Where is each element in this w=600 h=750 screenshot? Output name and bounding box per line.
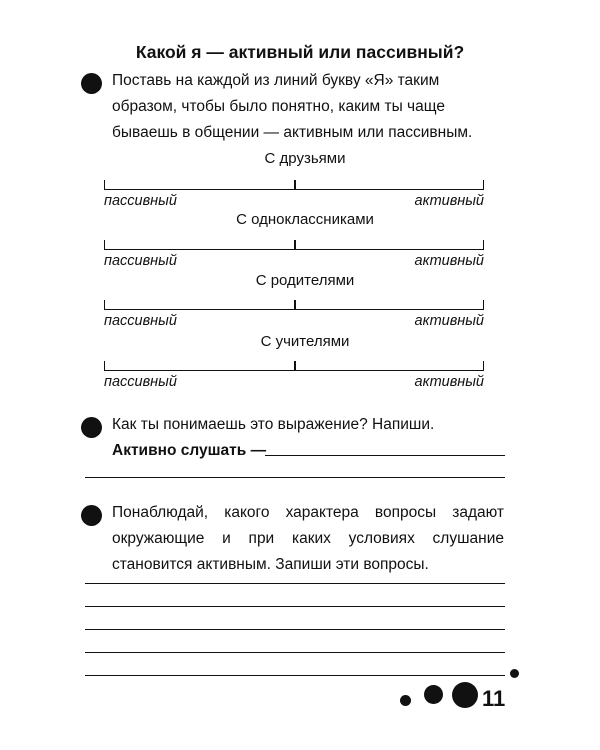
answer-line[interactable]: [85, 606, 505, 607]
answer-line[interactable]: [85, 583, 505, 584]
answer-line[interactable]: [85, 629, 505, 630]
decorative-dot-icon: [452, 682, 478, 708]
scale-label-teachers: С учителями: [260, 333, 350, 350]
scale-midpoint-tick: [294, 300, 296, 310]
scale-line-classmates[interactable]: [104, 240, 484, 250]
decorative-dot-icon: [510, 669, 519, 678]
scale-line-friends[interactable]: [104, 180, 484, 190]
scale-midpoint-tick: [294, 180, 296, 190]
scale-passive-label: пассивный: [104, 193, 177, 209]
task1-instruction: Поставь на каждой из линий букву «Я» таким образом, чтобы было понятно, каким ты чаще бываешь в общении — активным или пассивным.: [112, 72, 473, 141]
scale-line-teachers[interactable]: [104, 361, 484, 371]
scale-passive-label: пассивный: [104, 253, 177, 269]
answer-line[interactable]: [85, 477, 505, 478]
scale-active-label: активный: [414, 374, 484, 390]
answer-line[interactable]: [265, 455, 505, 456]
scale-label-parents: С родителями: [255, 272, 355, 289]
scale-active-label: активный: [414, 193, 484, 209]
task1-bullet-icon: [82, 74, 101, 93]
page-title: Какой я — активный или пассивный?: [135, 42, 465, 62]
scale-passive-label: пассивный: [104, 374, 177, 390]
scale-midpoint-tick: [294, 361, 296, 371]
decorative-dot-icon: [400, 695, 411, 706]
task3-instruction: Понаблюдай, какого характера вопросы задают окружающие и при каких условиях слушание становится активным. Запиши эти вопросы.: [112, 504, 504, 573]
decorative-dot-icon: [424, 685, 443, 704]
scale-active-label: активный: [414, 313, 484, 329]
task2-phrase: Активно слушать —: [112, 442, 267, 459]
scale-midpoint-tick: [294, 240, 296, 250]
scale-line-parents[interactable]: [104, 300, 484, 310]
answer-line[interactable]: [85, 652, 505, 653]
scale-passive-label: пассивный: [104, 313, 177, 329]
scale-label-classmates: С одноклассниками: [236, 211, 374, 228]
task2-bullet-icon: [82, 418, 101, 437]
scale-active-label: активный: [414, 253, 484, 269]
task2-question: Как ты понимаешь это выражение? Напиши.: [112, 416, 435, 433]
answer-line[interactable]: [85, 675, 505, 676]
page-number: 11: [482, 686, 506, 711]
scale-label-friends: С друзьями: [264, 150, 346, 167]
task3-bullet-icon: [82, 506, 101, 525]
